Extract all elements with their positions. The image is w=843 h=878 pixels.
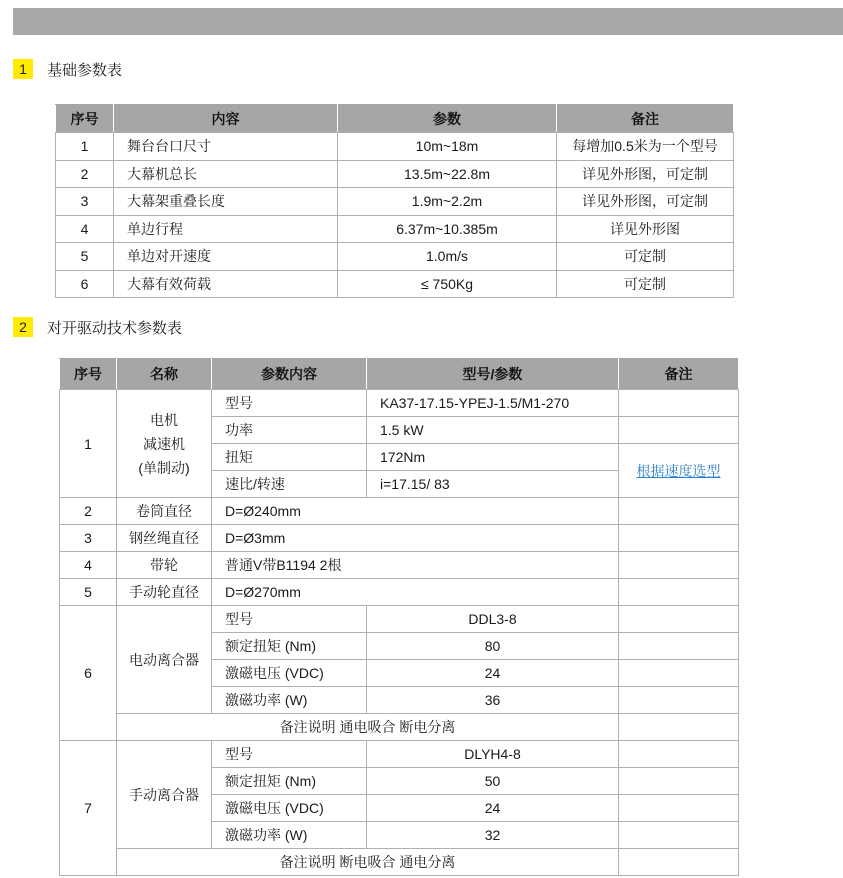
- param-label: 激磁电压 (VDC): [212, 795, 367, 822]
- remark-cell-empty: [619, 849, 739, 876]
- row-no: 2: [60, 498, 117, 525]
- speed-selection-link[interactable]: 根据速度选型: [619, 444, 739, 498]
- remark-cell-empty: [619, 822, 739, 849]
- table-row: [56, 270, 734, 298]
- remark-cell-empty: [619, 687, 739, 714]
- row-no: 4: [60, 552, 117, 579]
- row-content: 大幕架重叠长度: [114, 188, 338, 216]
- row-remark: 可定制: [557, 270, 734, 298]
- param-value: DLYH4-8: [367, 741, 619, 768]
- section-1-heading: [13, 59, 122, 79]
- row-no: 3: [60, 525, 117, 552]
- table-row: [60, 606, 739, 633]
- column-header-remark: 备注: [619, 359, 739, 390]
- row-no: 3: [56, 188, 114, 216]
- remark-cell-empty: [619, 633, 739, 660]
- table-row: [60, 849, 739, 876]
- group-note: 备注说明 断电吸合 通电分离: [117, 849, 619, 876]
- table-row: [56, 215, 734, 243]
- row-remark: 详见外形图，可定制: [557, 160, 734, 188]
- row-no: 6: [60, 606, 117, 741]
- table-header-row: [56, 105, 734, 133]
- param-label: 激磁功率 (W): [212, 687, 367, 714]
- remark-cell-empty: [619, 579, 739, 606]
- remark-cell-empty: [619, 660, 739, 687]
- table-row: [56, 243, 734, 271]
- table-row: [60, 579, 739, 606]
- param-label: 激磁电压 (VDC): [212, 660, 367, 687]
- row-no: 4: [56, 215, 114, 243]
- param-label: 型号: [212, 390, 367, 417]
- remark-cell-empty: [619, 768, 739, 795]
- table-row: [56, 133, 734, 161]
- table-row: [56, 160, 734, 188]
- column-header-param-content: 参数内容: [212, 359, 367, 390]
- row-remark: 每增加0.5米为一个型号: [557, 133, 734, 161]
- row-parameter: 10m~18m: [338, 133, 557, 161]
- row-value: D=Ø3mm: [212, 525, 619, 552]
- row-name: 钢丝绳直径: [117, 525, 212, 552]
- row-no: 2: [56, 160, 114, 188]
- column-header-no: 序号: [60, 359, 117, 390]
- row-parameter: 1.9m~2.2m: [338, 188, 557, 216]
- row-name: [117, 390, 212, 498]
- row-content: 单边对开速度: [114, 243, 338, 271]
- basic-parameters-table: [55, 104, 734, 298]
- remark-cell-empty: [619, 390, 739, 417]
- row-parameter: 13.5m~22.8m: [338, 160, 557, 188]
- column-header-model-param: 型号/参数: [367, 359, 619, 390]
- remark-cell-empty: [619, 606, 739, 633]
- param-label: 型号: [212, 606, 367, 633]
- row-value: D=Ø240mm: [212, 498, 619, 525]
- row-no: 5: [60, 579, 117, 606]
- remark-cell-empty: [619, 525, 739, 552]
- param-value: 32: [367, 822, 619, 849]
- row-name: 手动轮直径: [117, 579, 212, 606]
- table-header-row: [60, 359, 739, 390]
- row-name: 带轮: [117, 552, 212, 579]
- section-2-heading: [13, 317, 182, 337]
- row-content: 舞台台口尺寸: [114, 133, 338, 161]
- param-label: 速比/转速: [212, 471, 367, 498]
- remark-cell-empty: [619, 552, 739, 579]
- remark-cell-empty: [619, 417, 739, 444]
- param-label: 扭矩: [212, 444, 367, 471]
- table-row: [60, 498, 739, 525]
- column-header-parameter: 参数: [338, 105, 557, 133]
- param-value: 36: [367, 687, 619, 714]
- column-header-remark: 备注: [557, 105, 734, 133]
- table-row: [60, 525, 739, 552]
- row-name: 手动离合器: [117, 741, 212, 849]
- param-label: 额定扭矩 (Nm): [212, 768, 367, 795]
- row-content: 单边行程: [114, 215, 338, 243]
- row-content: 大幕机总长: [114, 160, 338, 188]
- param-label: 激磁功率 (W): [212, 822, 367, 849]
- row-no: 7: [60, 741, 117, 876]
- remark-cell-empty: [619, 714, 739, 741]
- row-no: 1: [60, 390, 117, 498]
- row-content: 大幕有效荷载: [114, 270, 338, 298]
- section-2-title: 对开驱动技术参数表: [47, 319, 183, 337]
- name-line: 减速机: [143, 435, 185, 452]
- table-row: [60, 714, 739, 741]
- param-value: 80: [367, 633, 619, 660]
- row-parameter: ≤ 750Kg: [338, 270, 557, 298]
- table-row: [60, 741, 739, 768]
- row-name: 电动离合器: [117, 606, 212, 714]
- param-value: 50: [367, 768, 619, 795]
- row-no: 1: [56, 133, 114, 161]
- remark-cell-empty: [619, 741, 739, 768]
- param-label: 额定扭矩 (Nm): [212, 633, 367, 660]
- remark-cell-empty: [619, 795, 739, 822]
- row-remark: 详见外形图，可定制: [557, 188, 734, 216]
- param-value: 172Nm: [367, 444, 619, 471]
- section-2-badge: 2: [13, 317, 33, 337]
- name-line: 电机: [150, 411, 178, 428]
- param-value: KA37-17.15-YPEJ-1.5/M1-270: [367, 390, 619, 417]
- name-line: (单制动): [138, 459, 190, 476]
- document-title-bar: [13, 8, 843, 57]
- row-value: D=Ø270mm: [212, 579, 619, 606]
- param-value: 24: [367, 660, 619, 687]
- row-remark: 详见外形图: [557, 215, 734, 243]
- section-1-badge: 1: [13, 59, 33, 79]
- row-no: 6: [56, 270, 114, 298]
- column-header-name: 名称: [117, 359, 212, 390]
- row-parameter: 1.0m/s: [338, 243, 557, 271]
- param-value: 1.5 kW: [367, 417, 619, 444]
- param-value: 24: [367, 795, 619, 822]
- param-label: 功率: [212, 417, 367, 444]
- param-label: 型号: [212, 741, 367, 768]
- column-header-content: 内容: [114, 105, 338, 133]
- row-parameter: 6.37m~10.385m: [338, 215, 557, 243]
- column-header-no: 序号: [56, 105, 114, 133]
- table-row: [56, 188, 734, 216]
- param-value: i=17.15/ 83: [367, 471, 619, 498]
- table-row: [60, 390, 739, 417]
- remark-cell-empty: [619, 498, 739, 525]
- row-remark: 可定制: [557, 243, 734, 271]
- param-value: DDL3-8: [367, 606, 619, 633]
- table-row: [60, 552, 739, 579]
- document-title: 3 性能参数/Performance & parameters: [51, 40, 350, 57]
- row-name: 卷筒直径: [117, 498, 212, 525]
- row-no: 5: [56, 243, 114, 271]
- row-value: 普通V带B1194 2根: [212, 552, 619, 579]
- section-1-title: 基础参数表: [47, 61, 123, 79]
- drive-parameters-table: [59, 358, 739, 876]
- group-note: 备注说明 通电吸合 断电分离: [117, 714, 619, 741]
